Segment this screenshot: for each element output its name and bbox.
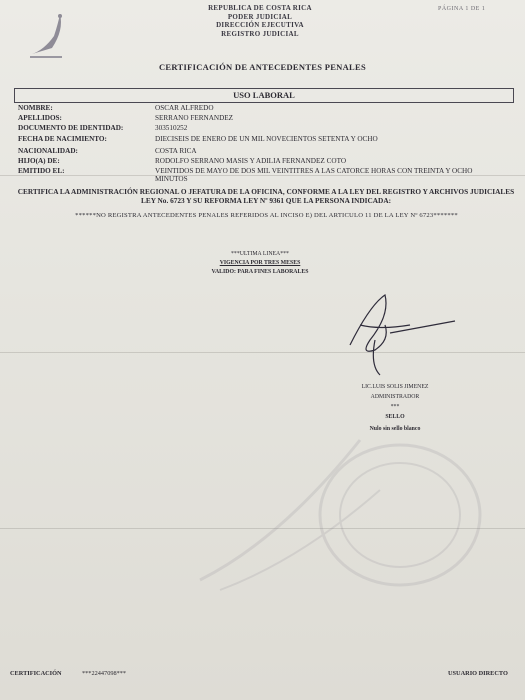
signer-block — [330, 382, 460, 434]
field-value: RODOLFO SERRANO MASIS Y ADILIA FERNANDEZ COTO — [155, 157, 347, 165]
footer-certification-number: ***22447098*** — [82, 670, 127, 677]
field-label: EMITIDO EL: — [18, 167, 65, 175]
validity-term: VIGENCIA POR TRES MESES — [219, 260, 301, 266]
seal-note: Nulo sin sello blanco — [369, 426, 421, 432]
seal-label: SELLO — [385, 414, 405, 420]
field-label: FECHA DE NACIMIENTO: — [18, 135, 107, 143]
document-title: CERTIFICACIÓN DE ANTECEDENTES PENALES — [158, 62, 367, 72]
field-value: OSCAR ALFREDO — [155, 104, 214, 112]
field-label: HIJO(A) DE: — [18, 157, 60, 165]
header-line: REPUBLICA DE COSTA RICA — [208, 4, 312, 12]
signer-name: LIC.LUIS SOLIS JIMENEZ — [361, 384, 429, 390]
header-line: DIRECCIÓN EJECUTIVA — [216, 21, 304, 29]
issuer-header — [170, 4, 350, 38]
field-label: NACIONALIDAD: — [18, 147, 78, 155]
field-label: DOCUMENTO DE IDENTIDAD: — [18, 124, 124, 132]
validity-purpose: VALIDO: PARA FINES LABORALES — [211, 269, 309, 275]
page-number: PÁGINA 1 DE 1 — [438, 6, 486, 12]
signer-role: ADMINISTRADOR — [370, 394, 420, 400]
field-value: COSTA RICA — [155, 147, 197, 155]
field-label: NOMBRE: — [18, 104, 53, 112]
field-value: DIECISEIS DE ENERO DE UN MIL NOVECIENTOS SETENTA Y OCHO — [155, 135, 378, 143]
footer-certification-label: CERTIFICACIÓN — [10, 670, 62, 677]
last-line-marker: ***ULTIMA LINEA*** — [231, 251, 289, 257]
signer-stars: *** — [390, 404, 400, 410]
signature — [330, 285, 460, 380]
header-line: PODER JUDICIAL — [227, 12, 293, 21]
no-records-note: ******NO REGISTRA ANTECEDENTES PENALES REFERIDOS AL INCISO E) DEL ARTICULO 11 DE LA LEY Nº 6723******* — [75, 212, 458, 219]
validity-block — [160, 250, 360, 277]
footer-delivery: USUARIO DIRECTO — [448, 670, 508, 677]
field-value: SERRANO FERNANDEZ — [155, 114, 234, 122]
usage-band: USO LABORAL — [14, 88, 514, 103]
field-value: 303510252 — [155, 124, 188, 132]
field-label: APELLIDOS: — [18, 114, 62, 122]
header-line: REGISTRO JUDICIAL — [221, 29, 299, 38]
field-value: VEINTIDOS DE MAYO DE DOS MIL VEINTITRES A LAS CATORCE HORAS CON TREINTA Y OCHO MINUTOS — [155, 167, 473, 183]
certification-statement: CERTIFICA LA ADMINISTRACIÓN REGIONAL O JEFATURA DE LA OFICINA, CONFORME A LA LEY DEL REGISTRO Y ARCHIVOS JUDICIALES LEY No. 6723 Y SU REFORMA LEY Nº 9361 QUE LA PERSONA INDICADA: — [17, 187, 515, 205]
judicial-emblem-icon — [22, 10, 72, 62]
